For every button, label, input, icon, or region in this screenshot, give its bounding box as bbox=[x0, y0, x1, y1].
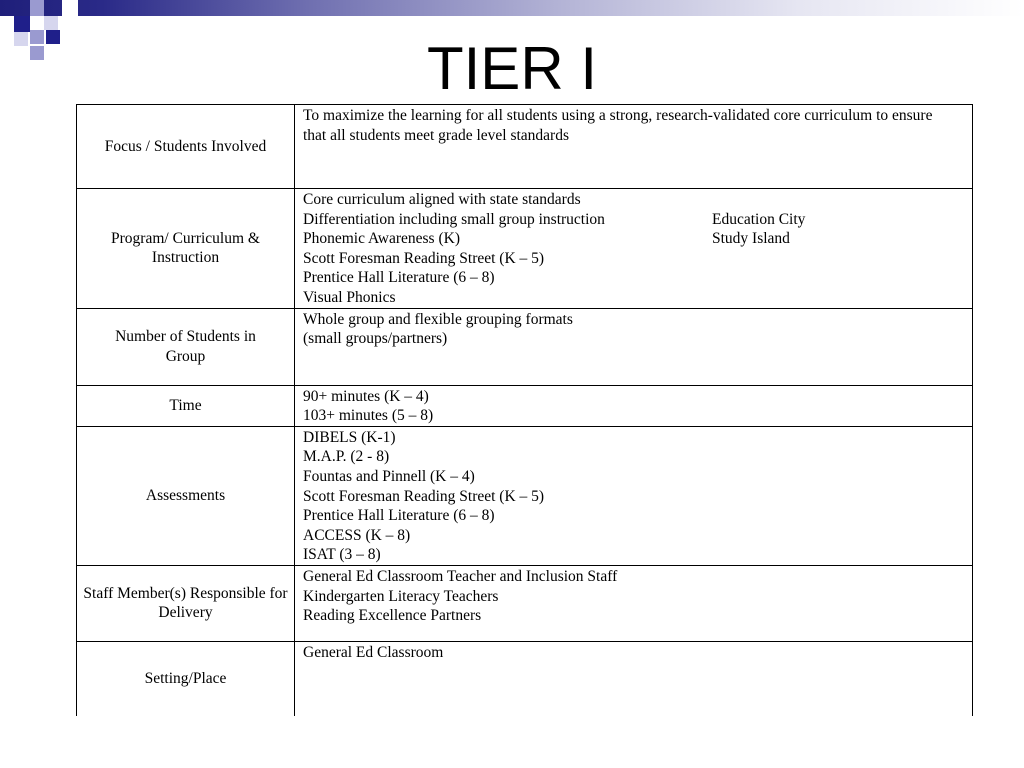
content-line: Visual Phonics bbox=[303, 288, 396, 306]
row-content-cell bbox=[295, 426, 973, 565]
content-line: Education City bbox=[712, 210, 806, 228]
table-row bbox=[77, 308, 973, 385]
decor-square bbox=[44, 16, 58, 30]
row-label-cell bbox=[77, 641, 295, 716]
content-line: Differentiation including small group instruction bbox=[303, 210, 605, 228]
row-label: Focus / Students Involved bbox=[104, 137, 267, 155]
row-content-cell bbox=[295, 641, 973, 716]
row-label: Number of Students in Group bbox=[115, 327, 256, 365]
content-line: Core curriculum aligned with state standards bbox=[303, 191, 581, 208]
content-line: General Ed Classroom Teacher and Inclusion Staff bbox=[303, 567, 618, 585]
content-line: (small groups/partners) bbox=[303, 330, 448, 348]
table-row bbox=[77, 105, 973, 189]
content-line: Prentice Hall Literature (6 – 8) bbox=[303, 269, 495, 287]
table-row bbox=[77, 565, 973, 641]
table-row bbox=[77, 189, 973, 309]
row-label-cell bbox=[77, 385, 295, 426]
content-line: 90+ minutes (K – 4) bbox=[303, 387, 429, 405]
two-column-block bbox=[303, 190, 972, 308]
table-row bbox=[77, 426, 973, 565]
content-line: To maximize the learning for all students using a strong, research-validated core curriculum to ensure that all students meet grade level standards bbox=[303, 107, 933, 144]
row-label: Time bbox=[169, 396, 202, 414]
slide-title: TIER I bbox=[426, 35, 597, 102]
row-label: Assessments bbox=[145, 487, 226, 505]
tier-table bbox=[76, 104, 973, 716]
content-line: Phonemic Awareness (K) bbox=[303, 230, 460, 248]
decor-square bbox=[30, 0, 44, 16]
left-column bbox=[303, 190, 712, 308]
content-line: Study Island bbox=[712, 230, 790, 248]
row-content-cell bbox=[295, 105, 973, 189]
content-line: Reading Excellence Partners bbox=[303, 607, 482, 625]
content-line: Scott Foresman Reading Street (K – 5) bbox=[303, 487, 545, 505]
row-label-cell bbox=[77, 105, 295, 189]
content-line: 103+ minutes (5 – 8) bbox=[303, 407, 434, 425]
content-line: General Ed Classroom bbox=[303, 643, 444, 661]
row-content-cell bbox=[295, 385, 973, 426]
row-content-cell bbox=[295, 565, 973, 641]
row-label-cell bbox=[77, 308, 295, 385]
content-line: Prentice Hall Literature (6 – 8) bbox=[303, 507, 495, 525]
right-column bbox=[712, 190, 972, 308]
content-line: ISAT (3 – 8) bbox=[303, 546, 381, 564]
content-line: DIBELS (K-1) bbox=[303, 428, 396, 446]
row-label-cell bbox=[77, 426, 295, 565]
content-line: Scott Foresman Reading Street (K – 5) bbox=[303, 249, 545, 267]
decor-square bbox=[62, 0, 78, 16]
row-label: Program/ Curriculum & Instruction bbox=[111, 229, 260, 267]
decor-square bbox=[14, 16, 30, 32]
row-content-cell bbox=[295, 308, 973, 385]
table-row bbox=[77, 641, 973, 716]
content-line: Whole group and flexible grouping formats bbox=[303, 310, 573, 328]
content-line: Kindergarten Literacy Teachers bbox=[303, 587, 499, 605]
row-label: Setting/Place bbox=[144, 670, 227, 688]
row-content-cell bbox=[295, 189, 973, 309]
content-line: Fountas and Pinnell (K – 4) bbox=[303, 467, 475, 485]
row-label-cell bbox=[77, 189, 295, 309]
header-gradient-band bbox=[0, 0, 1024, 16]
content-line: ACCESS (K – 8) bbox=[303, 526, 411, 544]
content-line bbox=[712, 190, 972, 210]
content-line: M.A.P. (2 - 8) bbox=[303, 448, 390, 466]
table-row bbox=[77, 385, 973, 426]
row-label-cell bbox=[77, 565, 295, 641]
row-label: Staff Member(s) Responsible for Delivery bbox=[83, 584, 288, 622]
